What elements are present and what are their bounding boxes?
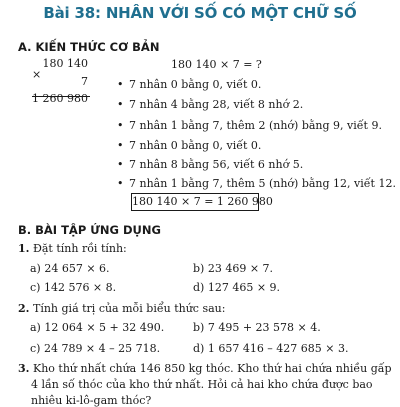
exercise-1-b: b) 23 469 × 7. — [193, 262, 274, 275]
exercise-3-line-2: 4 lần số thóc của kho thứ nhất. Hỏi cả hai kho chứa được bao — [31, 378, 373, 391]
section-a-heading: A. KIẾN THỨC CƠ BẢN — [18, 40, 160, 54]
bullet-dot: • — [117, 98, 124, 111]
bullet-dot: • — [117, 78, 124, 91]
column-result: 1 260 980 — [32, 92, 88, 105]
exercise-1-c: c) 142 576 × 8. — [30, 281, 117, 294]
step-3 — [117, 119, 382, 132]
multiply-sign: × — [32, 68, 42, 81]
exercise-text: Kho thứ nhất chứa 146 850 kg thóc. Kho thứ hai chứa nhiều gấp — [32, 362, 392, 375]
step-2 — [117, 98, 303, 111]
page-title: Bài 38: NHÂN VỚI SỐ CÓ MỘT CHỮ SỐ — [43, 4, 357, 22]
step-text: 7 nhân 0 bằng 0, viết 0. — [129, 78, 262, 91]
step-text: 7 nhân 0 bằng 0, viết 0. — [129, 139, 262, 152]
step-text: 7 nhân 4 bằng 28, viết 8 nhớ 2. — [129, 98, 304, 111]
step-text: 7 nhân 8 bằng 56, viết 6 nhớ 5. — [129, 158, 304, 171]
exercise-2-b: b) 7 495 + 23 578 × 4. — [193, 321, 321, 334]
exercise-number: 1. — [18, 242, 30, 255]
exercise-text: Tính giá trị của mỗi biểu thức sau: — [32, 302, 226, 315]
step-1 — [117, 78, 261, 91]
step-5 — [117, 158, 303, 171]
exercise-number: 3. — [18, 362, 30, 375]
step-6 — [117, 177, 396, 190]
step-4 — [117, 139, 261, 152]
question: 180 140 × 7 = ? — [171, 58, 262, 71]
bullet-dot: • — [117, 119, 124, 132]
bullet-dot: • — [117, 139, 124, 152]
exercise-1-d: d) 127 465 × 9. — [193, 281, 281, 294]
result-box: 180 140 × 7 = 1 260 980 — [131, 193, 259, 211]
exercise-3-line-3: nhiêu ki-lô-gam thóc? — [31, 394, 152, 407]
bullet-dot: • — [117, 177, 124, 190]
exercise-2-prompt — [18, 302, 225, 315]
exercise-1-a: a) 24 657 × 6. — [30, 262, 110, 275]
exercise-text: Đặt tính rồi tính: — [32, 242, 127, 255]
exercise-number: 2. — [18, 302, 30, 315]
exercise-2-d: d) 1 657 416 – 427 685 × 3. — [193, 342, 349, 355]
step-text: 7 nhân 1 bằng 7, thêm 5 (nhớ) bằng 12, viết 12. — [129, 177, 396, 190]
bullet-dot: • — [117, 158, 124, 171]
exercise-2-c: c) 24 789 × 4 – 25 718. — [30, 342, 161, 355]
exercise-2-a: a) 12 064 × 5 + 32 490. — [30, 321, 165, 334]
section-b-heading: B. BÀI TẬP ỨNG DỤNG — [18, 223, 161, 237]
exercise-3-line-1 — [18, 362, 392, 375]
exercise-1-prompt — [18, 242, 127, 255]
step-text: 7 nhân 1 bằng 7, thêm 2 (nhớ) bằng 9, viết 9. — [129, 119, 382, 132]
column-multiplicand: 180 140 — [42, 57, 88, 70]
column-multiplier: 7 — [81, 75, 88, 88]
